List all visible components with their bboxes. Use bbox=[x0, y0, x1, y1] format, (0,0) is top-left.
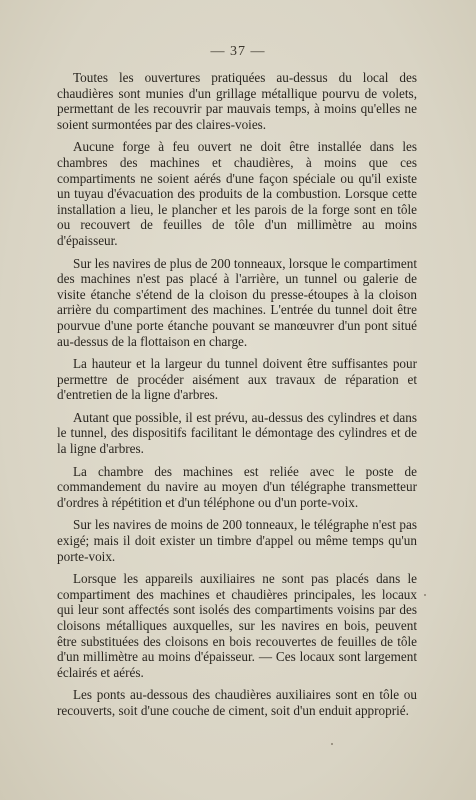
paper-speck bbox=[331, 743, 333, 745]
paragraph-small-ships: Sur les navires de moins de 200 tonneaux, le télégraphe n'est pas exigé; mais il doit exister un timbre d'appel ou même temps qu'un porte-voix. bbox=[57, 517, 417, 564]
paragraph-cylinders: Autant que possible, il est prévu, au-dessus des cylindres et dans le tunnel, des dispositifs facilitant le démontage des cylindres et de la ligne d'arbres. bbox=[57, 409, 417, 457]
paragraph-engine-room-telegraph: La chambre des machines est reliée avec le poste de commandement du navire au moyen d'un télégraphe transmetteur d'ordres à répétition et d'un téléphone ou d'un porte-voix. bbox=[57, 463, 417, 510]
body-text bbox=[57, 70, 417, 726]
paragraph-auxiliary-machinery: Lorsque les appareils auxiliaires ne sont pas placés dans le compartiment des machines et chaudières principales, les locaux qui leur sont affectés sont isolés des compartiments voisins par des cloisons métalliques auxquelles, sur les navires en bois, peuvent être substituées des cloisons en bois recouvertes de feuilles de tôle d'un millimètre au moins d'épaisseur. — Ces locaux sont largement éclairés et aérés. bbox=[57, 571, 417, 680]
paper-speck bbox=[424, 594, 426, 596]
paragraph-tunnel-dimensions: La hauteur et la largeur du tunnel doivent être suffisantes pour permettre de procéder aisément aux travaux de réparation et d'entretien de la ligne d'arbres. bbox=[57, 356, 417, 403]
paragraph-auxiliary-boiler-decks: Les ponts au-dessous des chaudières auxiliaires sont en tôle ou recouverts, soit d'une couche de ciment, soit d'un enduit approprié. bbox=[57, 687, 417, 718]
paragraph-forge: Aucune forge à feu ouvert ne doit être installée dans les chambres des machines et chaudières, à moins que ces compartiments ne soient aérés d'une façon spéciale ou qu'il existe un tuyau d'évacuation des produits de la combustion. Lorsque cette installation a lieu, le plancher et les parois de la forge sont en tôle ou recouvert de feuilles de tôle d'un millimètre au moins d'épaisseur. bbox=[57, 139, 417, 248]
page-number: — 37 — bbox=[210, 44, 266, 59]
paragraph-openings: Toutes les ouvertures pratiquées au-dessus du local des chaudières sont munies d'un grillage métallique pourvu de volets, permettant de les recouvrir par mauvais temps, à moins qu'elles ne soient surmontées par des claires-voies. bbox=[57, 70, 417, 132]
paragraph-tunnel: Sur les navires de plus de 200 tonneaux, lorsque le compartiment des machines n'est pas placé à l'arrière, un tunnel ou galerie de visite étanche s'étend de la cloison du presse-étoupes à la cloison arrière du compartiment des machines. L'entrée du tunnel doit être pourvue d'une porte étanche pouvant se manœuvrer d'un pont situé au-dessus de la flottaison en charge. bbox=[57, 255, 417, 349]
